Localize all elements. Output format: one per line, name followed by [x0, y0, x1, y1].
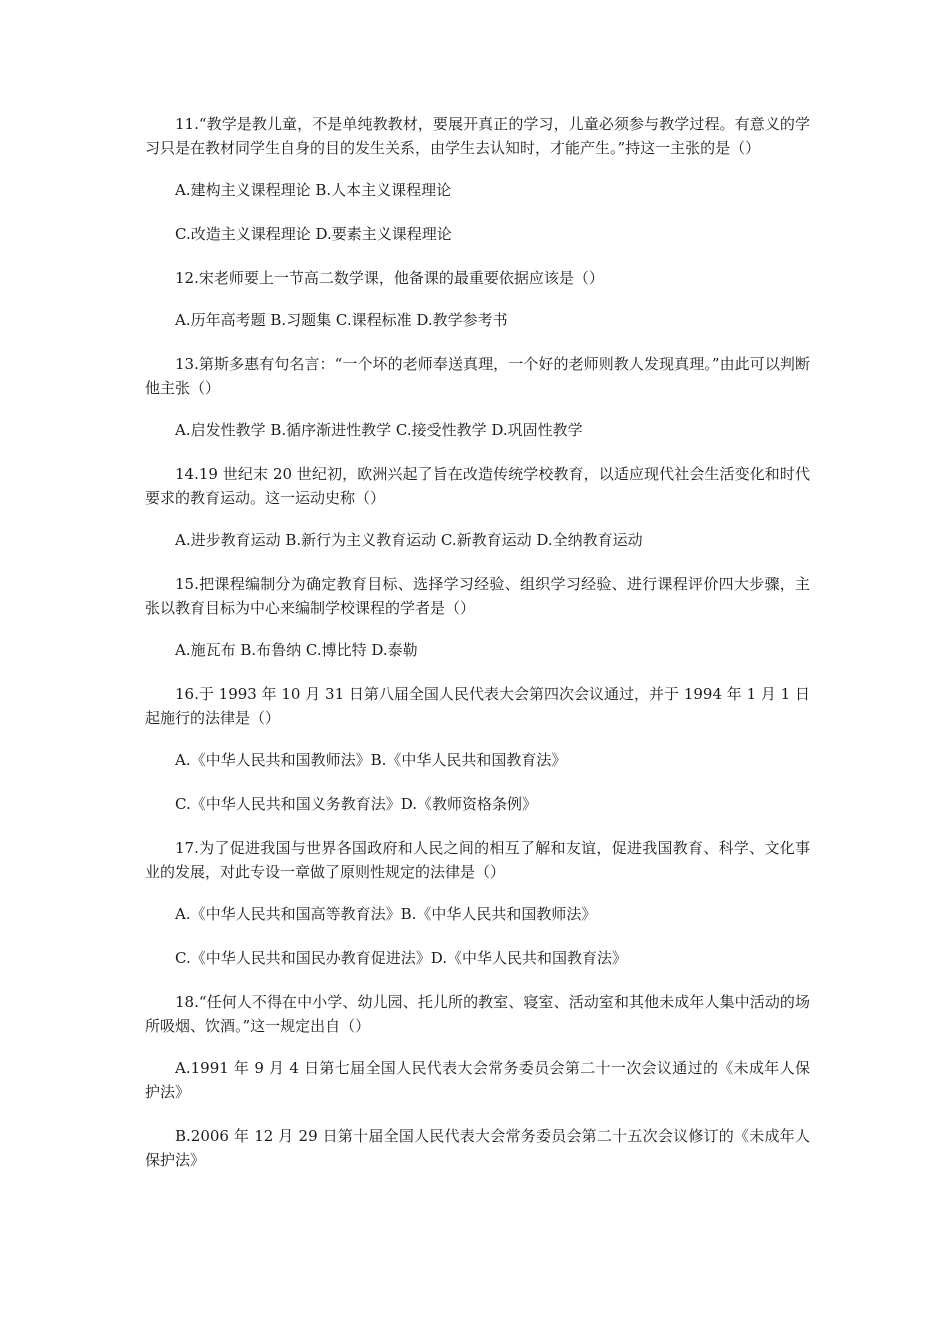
question-11-stem: 11.“教学是教儿童，不是单纯教教材，要展开真正的学习，儿童必须参与教学过程。有意义的学习只是在教材同学生自身的目的发生关系，由学生去认知时，才能产生。”持这一主张的是（）	[145, 115, 810, 157]
question-14-options: A.进步教育运动 B.新行为主义教育运动 C.新教育运动 D.全纳教育运动	[175, 531, 643, 549]
question-18-stem: 18.“任何人不得在中小学、幼儿园、托儿所的教室、寝室、活动室和其他未成年人集中活动的场所吸烟、饮酒。”这一规定出自（）	[145, 993, 810, 1035]
question-17-options-ab: A.《中华人民共和国高等教育法》B.《中华人民共和国教师法》	[175, 905, 597, 923]
question-13-stem: 13.第斯多惠有句名言：“一个坏的老师奉送真理，一个好的老师则教人发现真理。”由此可以判断他主张（）	[145, 355, 810, 397]
question-11-options-cd: C.改造主义课程理论 D.要素主义课程理论	[175, 225, 452, 243]
question-16-options-cd: C.《中华人民共和国义务教育法》D.《教师资格条例》	[175, 795, 537, 813]
question-11-options-ab: A.建构主义课程理论 B.人本主义课程理论	[175, 181, 452, 199]
question-14-stem: 14.19 世纪末 20 世纪初，欧洲兴起了旨在改造传统学校教育，以适应现代社会生活变化和时代要求的教育运动。这一运动史称（）	[145, 465, 810, 507]
question-15-stem: 15.把课程编制分为确定教育目标、选择学习经验、组织学习经验、进行课程评价四大步骤，主张以教育目标为中心来编制学校课程的学者是（）	[145, 575, 810, 617]
question-13-options: A.启发性教学 B.循序渐进性教学 C.接受性教学 D.巩固性教学	[175, 421, 583, 439]
question-16-options-ab: A.《中华人民共和国教师法》B.《中华人民共和国教育法》	[175, 751, 567, 769]
question-17-stem: 17.为了促进我国与世界各国政府和人民之间的相互了解和友谊，促进我国教育、科学、文化事业的发展，对此专设一章做了原则性规定的法律是（）	[145, 839, 810, 881]
question-15-options: A.施瓦布 B.布鲁纳 C.博比特 D.泰勒	[175, 641, 418, 659]
question-12-stem: 12.宋老师要上一节高二数学课，他备课的最重要依据应该是（）	[175, 269, 604, 287]
document-page	[145, 112, 810, 1192]
question-18-option-b: B.2006 年 12 月 29 日第十届全国人民代表大会常务委员会第二十五次会议修订的《未成年人保护法》	[145, 1127, 810, 1169]
question-17-options-cd: C.《中华人民共和国民办教育促进法》D.《中华人民共和国教育法》	[175, 949, 627, 967]
question-12-options: A.历年高考题 B.习题集 C.课程标准 D.教学参考书	[175, 311, 508, 329]
question-18-option-a: A.1991 年 9 月 4 日第七届全国人民代表大会常务委员会第二十一次会议通过的《未成年人保护法》	[145, 1059, 810, 1101]
question-16-stem: 16.于 1993 年 10 月 31 日第八届全国人民代表大会第四次会议通过，并于 1994 年 1 月 1 日起施行的法律是（）	[145, 685, 810, 727]
